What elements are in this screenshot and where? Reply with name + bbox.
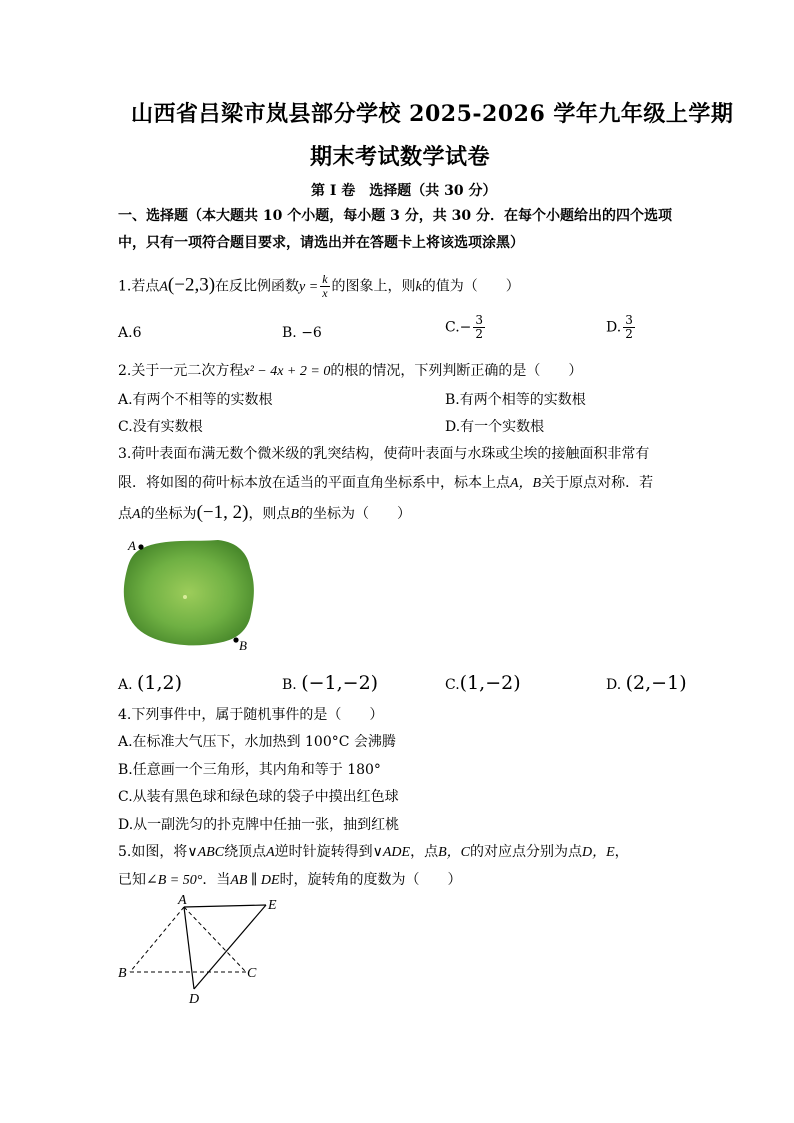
fig-label-b: B — [118, 966, 127, 981]
q2-option-c: C.没有实数根 — [118, 419, 203, 435]
q1-fraction — [320, 273, 329, 300]
q3-option-b-value: (−1,−2) — [301, 672, 379, 694]
q5-line1-mid2: 逆时针旋转得到 — [274, 844, 373, 860]
segment-ae — [184, 905, 266, 907]
q5-angle: ∠B = 50° — [146, 873, 203, 888]
q3-line3-pre: 点 — [118, 506, 132, 522]
q2-option-b: B.有两个相等的实数根 — [445, 392, 586, 408]
q1-option-d-label: D. — [606, 319, 622, 336]
q1-text-mid: 在反比例函数 — [215, 278, 300, 295]
fig-label-c: C — [247, 966, 257, 981]
question-4-stem: 4.下列事件中，属于随机事件的是（ ） — [118, 707, 384, 723]
q1-coords: (−2,3) — [167, 274, 216, 296]
q2-text-pre: 2.关于一元二次方程 — [118, 363, 244, 379]
leaf-center — [183, 595, 187, 599]
q1-option-d-num: 3 — [625, 313, 633, 327]
q5-line1-mid4: 的对应点分别为点 — [469, 844, 582, 860]
q1-option-b-value: −6 — [301, 325, 322, 341]
q5-point-a: A — [266, 845, 275, 860]
q3-option-a — [118, 672, 183, 694]
q5-line1-mid: 绕顶点 — [224, 844, 267, 860]
q2-option-a: A.有两个不相等的实数根 — [118, 392, 273, 408]
q3-option-d — [606, 672, 687, 694]
label-a: A — [128, 538, 136, 553]
question-5-line-1 — [118, 845, 629, 860]
q3-option-d-value: (2,−1) — [625, 672, 687, 694]
q1-option-c-num: 3 — [475, 313, 484, 327]
lotus-leaf — [124, 540, 254, 645]
q1-text-pre: 1.若点 — [118, 278, 160, 295]
q5-points-bc: B，C — [438, 845, 470, 860]
lotus-leaf-figure — [118, 536, 268, 656]
q3-option-a-label: A. — [118, 677, 133, 693]
q1-option-a — [118, 326, 141, 340]
q3-line3-post: ，则点 — [248, 506, 291, 522]
q4-option-b: B.任意画一个三角形，其内角和等于 180° — [118, 762, 381, 778]
q3-option-c — [445, 672, 521, 694]
q3-point-a: A — [132, 507, 141, 522]
q1-option-d-den: 2 — [625, 327, 633, 341]
label-b: B — [239, 638, 247, 653]
q4-option-c: C.从装有黑色球和绿色球的袋子中摸出红色球 — [118, 789, 399, 805]
q1-option-c-label: C. — [445, 319, 460, 336]
q4-option-d: D.从一副洗匀的扑克牌中任抽一张，抽到红桃 — [118, 817, 400, 833]
q5-parallel: AB ∥ DE — [230, 873, 280, 888]
q5-triangle-ade: ∨ADE — [372, 845, 411, 860]
q5-line2-end: 时，旋转角的度数为（ ） — [279, 872, 462, 888]
q4-option-a: A.在标准大气压下，水加热到 100°C 会沸腾 — [118, 734, 396, 750]
q3-option-c-label: C. — [445, 677, 460, 693]
q1-point: A — [159, 279, 168, 295]
q3-option-b-label: B. — [282, 677, 297, 693]
q5-line1-pre: 5.如图，将 — [118, 844, 188, 860]
q5-line2-pre: 已知 — [118, 872, 146, 888]
q3-coords: (−1, 2) — [196, 502, 249, 523]
q2-option-d: D.有一个实数根 — [445, 419, 545, 435]
q1-option-c-sign: − — [459, 319, 472, 336]
segment-ad — [184, 907, 194, 989]
q1-option-c-den: 2 — [475, 327, 484, 341]
q5-points-de: D，E — [581, 845, 615, 860]
q1-k: k — [415, 279, 422, 295]
q3-line2-post: 关于原点对称．若 — [541, 475, 654, 491]
q5-triangle-abc: ∨ABC — [187, 845, 225, 860]
q1-option-a-label: A. — [118, 325, 133, 341]
q2-equation: x² − 4x + 2 = 0 — [243, 364, 331, 379]
part-heading: 第 I 卷 选择题（共 30 分） — [311, 183, 497, 199]
q3-option-b — [282, 672, 379, 694]
question-5-line-2 — [118, 873, 462, 888]
title-line-2: 期末考试数学试卷 — [310, 144, 491, 170]
q3-points-ab: A，B — [510, 476, 542, 491]
q1-option-c-fraction — [473, 314, 485, 341]
question-1-stem — [118, 273, 520, 300]
point-a-dot — [138, 544, 143, 549]
q1-option-b — [282, 326, 322, 340]
point-b-dot — [233, 637, 238, 642]
fig-label-a: A — [178, 893, 187, 908]
rotation-triangle-figure — [110, 893, 290, 1008]
segment-ab — [130, 907, 184, 972]
q3-option-d-label: D. — [606, 677, 622, 693]
q3-option-c-value: (1,−2) — [459, 672, 521, 694]
q3-point-b: B — [290, 507, 299, 522]
question-3-line-2 — [118, 476, 653, 491]
section-instructions-line-2: 中，只有一项符合题目要求，请选出并在答题卡上将该选项涂黑） — [118, 235, 524, 251]
q5-line1-mid3: ，点 — [410, 844, 439, 860]
q1-option-c — [445, 314, 487, 341]
question-3-line-1: 3.荷叶表面布满无数个微米级的乳突结构，使荷叶表面与水珠或尘埃的接触面积非常有 — [118, 446, 650, 462]
q3-line3-mid: 的坐标为 — [140, 506, 197, 522]
fig-label-e: E — [268, 898, 277, 913]
question-3-line-3 — [118, 502, 411, 523]
q1-text-post: 的图象上，则 — [331, 278, 416, 295]
q1-func-lhs: y = — [299, 279, 319, 295]
q2-text-post: 的根的情况，下列判断正确的是（ ） — [330, 363, 583, 379]
q1-frac-num: k — [322, 272, 328, 286]
q3-option-a-value: (1,2) — [137, 672, 183, 694]
q1-option-b-label: B. — [282, 325, 297, 341]
q3-line2-pre: 限．将如图的荷叶标本放在适当的平面直角坐标系中，标本上点 — [118, 475, 510, 491]
q5-line1-end: ， — [614, 844, 629, 860]
q1-text-end: 的值为（ ） — [421, 278, 520, 295]
q1-frac-den: x — [322, 286, 328, 300]
q1-option-a-value: 6 — [132, 325, 142, 341]
q3-line3-end: 的坐标为（ ） — [299, 506, 411, 522]
q1-option-d — [606, 314, 637, 341]
q1-option-d-fraction — [623, 314, 635, 341]
title-line-1: 山西省吕梁市岚县部分学校 2025-2026 学年九年级上学期 — [131, 101, 734, 127]
fig-label-d: D — [189, 992, 200, 1007]
question-2-stem — [118, 364, 582, 379]
q5-line2-mid: ．当 — [202, 872, 231, 888]
section-instructions-line-1: 一、选择题（本大题共 10 个小题，每小题 3 分，共 30 分．在每个小题给出的四个选项 — [118, 208, 672, 224]
